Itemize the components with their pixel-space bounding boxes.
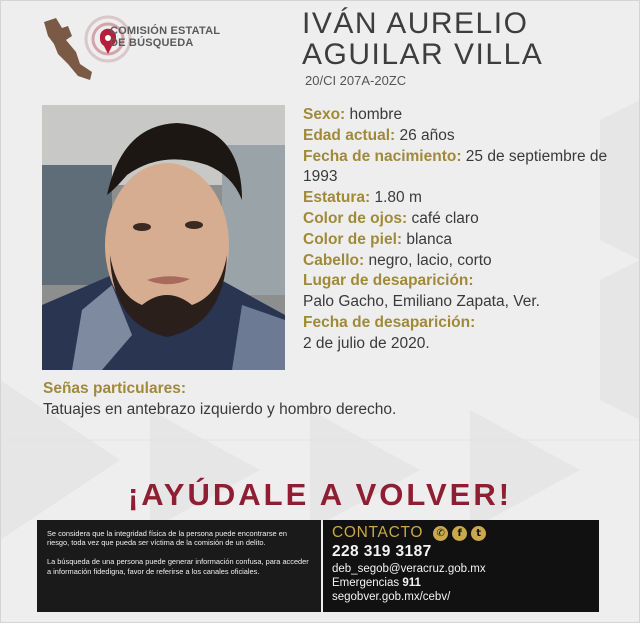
emergency-label: Emergencias xyxy=(332,577,403,589)
person-name-line2: AGUILAR VILLA xyxy=(302,38,544,71)
detail-label: Cabello: xyxy=(303,251,365,269)
detail-color-ojos xyxy=(303,209,623,230)
agency-name xyxy=(110,25,220,49)
detail-edad xyxy=(303,126,623,147)
person-photo xyxy=(42,105,285,370)
detail-value: café claro xyxy=(407,209,479,227)
detail-label: Estatura: xyxy=(303,189,371,207)
detail-value: blanca xyxy=(402,230,453,248)
detail-value: 1.80 m xyxy=(370,189,422,207)
detail-value: 26 años xyxy=(395,126,455,144)
disclaimer-paragraph-1: Se considera que la integridad física de la persona puede encontrarse en riesgo, toda vez que pueda ser víctima de la comisión de un delito. xyxy=(47,529,287,548)
person-name xyxy=(302,8,543,70)
whatsapp-icon[interactable]: ✆ xyxy=(433,526,448,541)
detail-label: Color de piel: xyxy=(303,230,403,248)
detail-color-piel xyxy=(303,230,623,251)
contact-phone[interactable]: 228 319 3187 xyxy=(332,543,432,560)
detail-value: negro, lacio, corto xyxy=(364,251,492,269)
emergency-line xyxy=(332,577,590,589)
call-to-action: ¡AYÚDALE A VOLVER! xyxy=(127,477,513,512)
contact-box xyxy=(323,520,599,612)
detail-label: Fecha de nacimiento: xyxy=(303,147,462,165)
detail-value: hombre xyxy=(345,106,403,123)
disclaimer-paragraph-2: La búsqueda de una persona puede generar información confusa, para acceder a información fidedigna, favor de referirse a los canales oficiales. xyxy=(47,557,309,576)
detail-cabello xyxy=(303,251,623,272)
detail-label: Edad actual: xyxy=(303,126,396,144)
detail-estatura xyxy=(303,188,623,209)
twitter-icon[interactable]: t xyxy=(471,526,486,541)
person-name-line1: IVÁN AURELIO xyxy=(302,7,529,40)
contact-header xyxy=(332,524,590,542)
agency-name-line2: DE BÚSQUEDA xyxy=(110,37,194,49)
detail-lugar-desaparicion-label: Lugar de desaparición: xyxy=(303,272,474,290)
person-details xyxy=(303,105,623,355)
detail-lugar-desaparicion-value: Palo Gacho, Emiliano Zapata, Ver. xyxy=(303,293,540,311)
detail-fecha-desaparicion-value: 2 de julio de 2020. xyxy=(303,334,430,352)
senas-label: Señas particulares: xyxy=(43,380,187,397)
detail-fecha-nacimiento xyxy=(303,147,623,189)
detail-label: Sexo: xyxy=(303,106,346,123)
contact-title: CONTACTO xyxy=(332,524,424,541)
detail-fecha-desaparicion-label: Fecha de desaparición: xyxy=(303,313,476,331)
facebook-icon[interactable]: f xyxy=(452,526,467,541)
agency-name-line1: COMISIÓN ESTATAL xyxy=(110,25,221,37)
contact-email[interactable]: deb_segob@veracruz.gob.mx xyxy=(332,563,486,575)
disclaimer-box xyxy=(37,520,321,612)
senas-value: Tatuajes en antebrazo izquierdo y hombro derecho. xyxy=(43,401,397,418)
detail-sexo xyxy=(303,105,623,126)
emergency-number[interactable]: 911 xyxy=(402,577,421,589)
contact-website[interactable]: segobver.gob.mx/cebv/ xyxy=(332,591,451,603)
case-id: 20/CI 207A-20ZC xyxy=(305,73,407,88)
detail-label: Color de ojos: xyxy=(303,209,408,227)
detail-value: 25 de septiembre de 1993 xyxy=(303,147,608,186)
